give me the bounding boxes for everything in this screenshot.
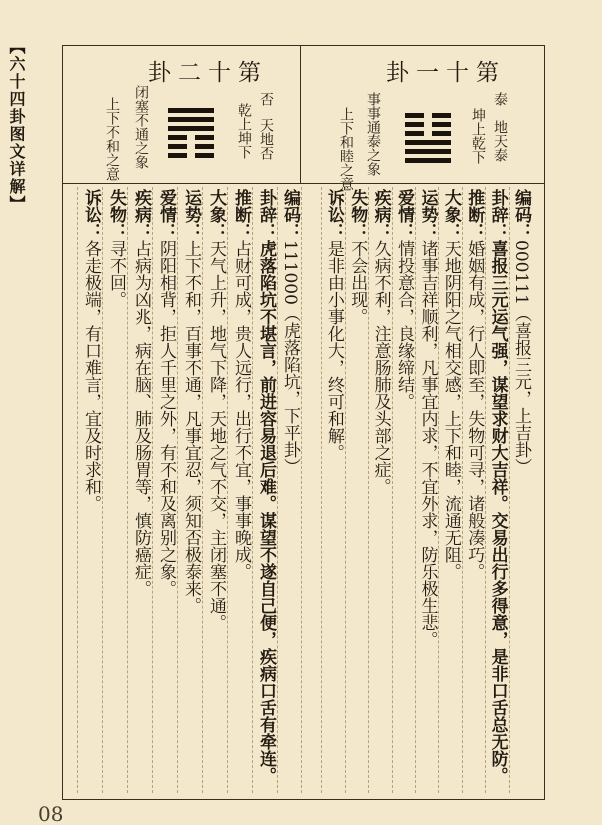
yang-line — [168, 117, 214, 122]
hexagram-12-name: 否 — [258, 92, 274, 106]
yin-line — [168, 144, 214, 149]
entry-great-image — [438, 187, 461, 793]
yin-line — [405, 131, 451, 136]
page-number: 08 — [38, 802, 64, 825]
entry-fortune — [177, 187, 202, 793]
entry-label: 卦辞： — [487, 189, 508, 240]
yin-line — [405, 122, 451, 127]
entry-text: 喜报三元运气强，谋望求财大吉祥。交易出行多得意，是非口舌总无防。 — [487, 240, 508, 784]
hexagram-11-full-name: 地天泰 — [492, 120, 508, 162]
hexagram-12-trigrams: 乾上坤下 — [236, 103, 252, 159]
entry-text: 阴阳相背，拒人千里之外，有不和及离别之象。 — [156, 240, 176, 597]
yang-line — [405, 140, 451, 145]
entry-code — [277, 187, 302, 793]
yang-line — [168, 126, 214, 131]
entry-text: 占财可成，贵人远行，出行不宜，事事晚成。 — [231, 240, 251, 580]
entry-label: 编码： — [280, 189, 300, 240]
hexagram-11-details — [321, 187, 532, 793]
entry-text: 寻不回。 — [106, 240, 126, 308]
entry-label: 推断： — [231, 189, 251, 240]
hexagram-11-title: 第十一卦 — [386, 60, 506, 86]
entry-label: 推断： — [464, 189, 485, 240]
hexagram-12-image-phrase: 闭塞不通之象 — [133, 85, 149, 169]
entry-text: 是非由小事化大，终可和解。 — [323, 240, 344, 461]
entry-lawsuit — [77, 187, 102, 793]
entry-label: 运势： — [417, 189, 438, 240]
entry-text: 占病为凶兆，病在脑、肺及肠胃等，慎防癌症。 — [131, 240, 151, 597]
entry-inference — [462, 187, 485, 793]
entry-fortune — [415, 187, 438, 793]
hexagram-11-name: 泰 — [492, 92, 508, 106]
entry-label: 卦辞： — [256, 189, 276, 240]
entry-text: 诸事吉祥顺利，凡事宜内求，不宜外求，防乐极生悲。 — [417, 240, 438, 648]
yang-line — [405, 149, 451, 154]
hexagram-12-title: 第十二卦 — [148, 60, 268, 86]
hexagram-12-meaning-phrase: 上下不和之意 — [104, 97, 120, 181]
header-divider — [300, 45, 301, 183]
yang-line — [168, 108, 214, 113]
entry-text: 久病不利，注意肠肺及头部之症。 — [370, 240, 391, 495]
book-side-title: 【六十四卦图文详解】 — [7, 38, 26, 213]
entry-text: 上下不和，百事不通，凡事宜忍，须知否极泰来。 — [181, 240, 201, 614]
entry-great-image — [202, 187, 227, 793]
entry-illness — [368, 187, 391, 793]
entry-lost-item — [345, 187, 368, 793]
entry-verse — [252, 187, 277, 793]
hexagram-11-image-phrase: 事事通泰之象 — [365, 92, 381, 176]
hexagram-12-symbol-icon — [168, 108, 214, 158]
entry-label: 失物： — [347, 189, 368, 240]
entry-text: 天气上升，地气下降，天地之气不交，主闭塞不通。 — [206, 240, 226, 631]
entry-text: 000111（喜报三元，上吉卦） — [511, 240, 531, 475]
entry-text: 不会出现。 — [347, 240, 368, 325]
hexagram-12-details — [77, 187, 302, 793]
entry-lawsuit — [321, 187, 344, 793]
entry-inference — [227, 187, 252, 793]
entry-love — [152, 187, 177, 793]
yin-line — [168, 153, 214, 158]
entry-label: 大象： — [206, 189, 226, 240]
entry-lost-item — [102, 187, 127, 793]
entry-label: 爱情： — [156, 189, 176, 240]
hexagram-11-trigrams: 坤上乾下 — [470, 108, 486, 164]
entry-label: 编码： — [511, 189, 531, 240]
entry-label: 爱情： — [394, 189, 415, 240]
hexagram-11-meaning-phrase: 上下和睦之意 — [338, 107, 354, 191]
entry-label: 运势： — [181, 189, 201, 240]
entry-illness — [127, 187, 152, 793]
entry-label: 疾病： — [370, 189, 391, 240]
entry-text: 虎落陷坑不堪言，前进容易退后难。谋望不遂自己便，疾病口舌有牵连。 — [256, 240, 276, 784]
entry-label: 疾病： — [131, 189, 151, 240]
entry-label: 大象： — [440, 189, 461, 240]
header-bottom-rule — [62, 183, 545, 184]
yang-line — [405, 158, 451, 163]
entry-text: 情投意合，良缘缔结。 — [394, 240, 415, 410]
entry-text: 111000（虎落陷坑，下平卦） — [280, 240, 300, 475]
entry-text: 婚姻有成，行人即至，失物可寻，诸般凑巧。 — [464, 240, 485, 580]
entry-label: 诉讼： — [323, 189, 344, 240]
entry-label: 诉讼： — [81, 189, 101, 240]
entry-text: 各走极端，有口难言，宜及时求和。 — [81, 240, 101, 512]
entry-love — [392, 187, 415, 793]
hexagram-12-full-name: 天地否 — [258, 118, 274, 160]
entry-label: 失物： — [106, 189, 126, 240]
yin-line — [405, 113, 451, 118]
entry-text: 天地阴阳之气相交感，上下和睦，流通无阻。 — [440, 240, 461, 580]
entry-code — [509, 187, 532, 793]
hexagram-11-symbol-icon — [405, 113, 451, 163]
entry-verse — [485, 187, 508, 793]
yin-line — [168, 135, 214, 140]
